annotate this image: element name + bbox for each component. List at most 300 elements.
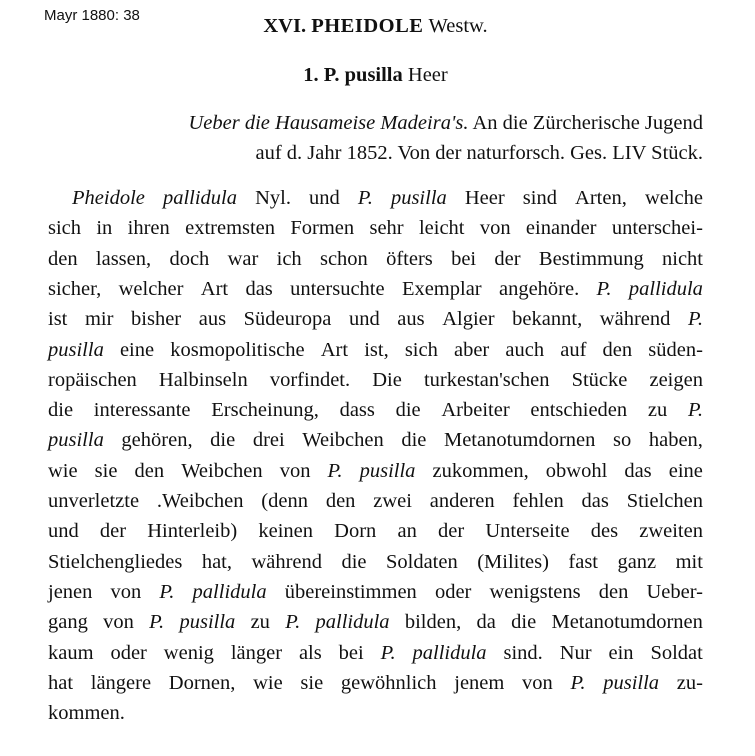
text: leicht (418, 217, 465, 240)
text: die (341, 550, 367, 573)
body-word (386, 247, 433, 271)
body-line (48, 338, 703, 362)
text: das (624, 459, 652, 482)
text: mit (675, 550, 703, 573)
body-word (181, 459, 262, 483)
body-word (48, 338, 104, 362)
text: wie (253, 671, 283, 694)
body-word (121, 428, 192, 452)
body-word (645, 186, 703, 210)
body-line (48, 216, 703, 240)
body-line (48, 398, 703, 422)
text: auch (505, 338, 545, 361)
text: Metanotumdornen (443, 429, 596, 452)
text: ganz (617, 550, 657, 573)
text: zeigen (649, 368, 703, 391)
body-word (424, 368, 550, 392)
text: eine (119, 338, 155, 361)
body-word (48, 247, 78, 271)
text: des (590, 520, 619, 543)
body-word (261, 489, 308, 513)
text: ropäischen (48, 368, 137, 391)
text: eine (668, 459, 703, 482)
text: ist (48, 308, 68, 331)
body-word (499, 277, 579, 301)
italic-text: P. (159, 580, 175, 603)
body-word (103, 610, 134, 634)
body-word (316, 610, 390, 634)
text: sind (522, 187, 557, 209)
body-word (646, 580, 703, 604)
body-word (245, 277, 272, 301)
body-word (546, 459, 608, 483)
text: Bestimmung (538, 247, 644, 270)
italic-text: P. (687, 308, 703, 331)
body-word (451, 247, 476, 271)
body-word (600, 307, 671, 331)
body-word (369, 216, 403, 240)
text: gehören, (121, 429, 193, 452)
text: unverletzte (48, 490, 140, 512)
body-word (624, 459, 651, 483)
body-word (530, 398, 627, 422)
body-line (48, 519, 703, 543)
text: von (522, 671, 553, 694)
text: gewöhnlich (340, 671, 437, 694)
body-word (131, 307, 181, 331)
body-word (575, 186, 627, 210)
body-word (285, 610, 300, 634)
body-word (465, 186, 505, 210)
text: wie (48, 459, 78, 482)
text: wenigstens (489, 580, 581, 603)
text: drei (252, 429, 285, 452)
italic-text: pusilla (359, 459, 416, 482)
italic-text: P. (149, 611, 165, 634)
text: sind. (503, 641, 543, 664)
body-word (649, 368, 703, 392)
text: die (48, 399, 74, 422)
body-word (280, 459, 311, 483)
text: untersuchte (290, 277, 385, 300)
genus-name: PHEIDOLE (311, 15, 424, 37)
italic-text: pallidula (315, 611, 390, 634)
text: sicher, (48, 277, 102, 300)
body-word (438, 519, 464, 543)
body-line (48, 428, 703, 452)
body-word (164, 641, 214, 665)
body-word (650, 641, 702, 665)
italic-text: P. (380, 641, 396, 664)
text: angehöre. (498, 277, 580, 300)
text: kosmopolitische (170, 338, 305, 361)
body-word (511, 610, 536, 634)
text: und (348, 308, 380, 331)
body-line (48, 671, 703, 695)
body-word (568, 550, 598, 574)
text: Stücke (571, 368, 628, 391)
body-word (48, 428, 104, 452)
text: hat (48, 671, 74, 694)
text: welche (644, 187, 703, 209)
text: Unterseite (485, 520, 570, 543)
text: doch (169, 247, 210, 270)
italic-text: pallidula (162, 187, 237, 209)
text: zweiten (639, 520, 703, 543)
text: (Milites) (477, 550, 549, 573)
body-word (48, 610, 88, 634)
body-word (503, 641, 542, 665)
body-word (603, 338, 633, 362)
text: Heer (464, 187, 505, 209)
body-word (170, 338, 304, 362)
body-word (285, 580, 417, 604)
italic-text: pusilla (48, 429, 104, 452)
text: obwohl (545, 459, 608, 482)
body-word (490, 580, 581, 604)
body-word (648, 398, 667, 422)
text: .Weibchen (156, 490, 244, 512)
body-word (169, 671, 236, 695)
body-word (185, 216, 275, 240)
italic-text: pusilla (179, 611, 236, 634)
text: dass (339, 399, 375, 422)
reference-label: Mayr 1880: 38 (44, 7, 140, 24)
body-word (48, 216, 81, 240)
body-word (255, 186, 291, 210)
text: von (479, 217, 511, 240)
text: und (48, 520, 79, 543)
text: sich (404, 338, 438, 361)
body-word (120, 338, 154, 362)
body-word (48, 671, 73, 695)
text: Nyl. (255, 187, 291, 209)
text: Hinterleib) (147, 520, 238, 543)
text: die (395, 399, 421, 422)
text: keinen (258, 520, 314, 543)
text: den (48, 247, 78, 270)
body-word (95, 459, 118, 483)
body-word (526, 216, 597, 240)
body-word (688, 307, 703, 331)
text: zu- (676, 671, 703, 694)
text: Weibchen (181, 459, 263, 482)
body-word (608, 641, 633, 665)
body-word (202, 550, 232, 574)
genus-heading (48, 14, 703, 38)
body-word (648, 338, 703, 362)
species-author: Heer (407, 64, 448, 86)
text: das (245, 277, 273, 300)
body-word (372, 368, 402, 392)
text: jenem (454, 671, 505, 694)
text: von (110, 580, 142, 603)
body-word (419, 216, 465, 240)
body-word (157, 489, 244, 513)
body-line (48, 307, 703, 331)
text: Halbinseln (158, 368, 248, 391)
text: so (613, 429, 632, 452)
text: die (511, 611, 537, 634)
text: Arten, (575, 187, 627, 209)
body-word (253, 671, 283, 695)
text: sie (300, 671, 324, 694)
citation-rest: An die Zürcherische Jugend (472, 112, 703, 134)
text: Dornen, (168, 671, 236, 694)
body-word (147, 519, 237, 543)
text: das (581, 490, 609, 512)
body-word (211, 398, 319, 422)
text: öfters (386, 247, 433, 270)
text: ich (276, 247, 302, 270)
body-word (560, 641, 592, 665)
text: sich (48, 217, 82, 240)
text: ist, (364, 338, 389, 361)
body-word (591, 519, 618, 543)
text: entschieden (530, 399, 628, 422)
body-word (512, 489, 563, 513)
body-line (48, 641, 703, 665)
italic-text: pallidula (412, 641, 487, 664)
text: kaum (48, 641, 94, 664)
text: Formen (290, 217, 355, 240)
text: zwei (373, 490, 412, 512)
body-word (360, 459, 416, 483)
text: aus (397, 308, 425, 331)
body-word (341, 550, 366, 574)
species-name: P. pusilla (323, 64, 403, 86)
body-word (111, 580, 142, 604)
body-word (551, 610, 702, 634)
text: welcher (118, 277, 184, 300)
text: und (309, 187, 340, 209)
text: der (437, 520, 465, 543)
text: zu (250, 611, 270, 634)
text: vorfindet. (269, 368, 351, 391)
text: (denn (261, 490, 308, 512)
text: bekannt, (512, 308, 583, 331)
body-word (201, 277, 228, 301)
body-word (149, 610, 164, 634)
body-word (442, 307, 494, 331)
body-word (572, 368, 628, 392)
italic-text: P. (285, 611, 301, 634)
body-word (432, 459, 528, 483)
body-word (402, 277, 482, 301)
text: oder (110, 641, 147, 664)
body-word (397, 519, 416, 543)
text: übereinstimmen (284, 580, 417, 603)
body-word (612, 216, 703, 240)
body-word (582, 489, 609, 513)
body-word (96, 247, 151, 271)
body-word (258, 519, 313, 543)
body-word (677, 671, 703, 695)
text: während (251, 550, 323, 573)
text: bei (338, 641, 364, 664)
body-line (48, 580, 703, 604)
text: extremsten (185, 217, 276, 240)
body-word (270, 368, 350, 392)
text: wenig (163, 641, 214, 664)
body-word (334, 519, 376, 543)
body-word (321, 338, 348, 362)
text: aus (198, 308, 227, 331)
text: gang (48, 611, 88, 634)
text: unterschei- (611, 217, 703, 240)
body-word (627, 489, 703, 513)
body-word (302, 428, 383, 452)
text: Weibchen (302, 429, 384, 452)
text: ein (608, 641, 634, 664)
text: Ueber- (646, 580, 703, 603)
italic-text: P. (327, 459, 343, 482)
text: zukommen, (432, 459, 529, 482)
text: oder (434, 580, 472, 603)
body-word (96, 216, 112, 240)
text: mir (84, 308, 114, 331)
text: während (599, 308, 671, 331)
body-word (441, 398, 509, 422)
body-word (523, 186, 557, 210)
body-word (290, 216, 354, 240)
text: lassen, (95, 247, 152, 270)
italic-text: pusilla (48, 338, 104, 361)
text: Nur (559, 641, 592, 664)
text: in (96, 217, 113, 240)
text: Metanotumdornen (551, 611, 703, 634)
text: turkestan'schen (423, 368, 550, 391)
text: bei (451, 247, 477, 270)
text: Art (200, 277, 229, 300)
text: Arbeiter (441, 399, 510, 422)
italic-text: pusilla (603, 671, 660, 694)
body-word (454, 671, 504, 695)
text: Algier (442, 308, 495, 331)
body-word (373, 489, 412, 513)
body-word (401, 428, 426, 452)
body-word (599, 580, 629, 604)
body-word (94, 398, 191, 422)
italic-text: pallidula (628, 277, 703, 300)
text: auf (560, 338, 587, 361)
body-word (571, 671, 586, 695)
body-line (48, 247, 703, 271)
text: der (99, 520, 127, 543)
body-word (290, 277, 385, 301)
body-word (358, 186, 373, 210)
text: schon (319, 247, 368, 270)
text: aber (453, 338, 490, 361)
body-word (597, 277, 612, 301)
species-heading (48, 63, 703, 87)
body-word (48, 459, 78, 483)
text: Die (372, 368, 402, 391)
text: jenen (48, 580, 93, 603)
body-word (603, 671, 659, 695)
text: anderen (429, 490, 495, 512)
text: die (401, 429, 427, 452)
body-word (326, 489, 356, 513)
body-line (72, 186, 703, 210)
body-word (128, 216, 170, 240)
body-word (48, 307, 67, 331)
body-word (386, 550, 458, 574)
body-word (364, 338, 389, 362)
text: sie (94, 459, 118, 482)
body-word (477, 550, 549, 574)
text: hat, (201, 550, 232, 573)
italic-text: P. (357, 187, 373, 209)
text: den (325, 490, 356, 512)
body-line (48, 550, 703, 574)
body-word (72, 186, 145, 210)
body-word (244, 307, 332, 331)
italic-text: pallidula (192, 580, 267, 603)
body-word (48, 398, 73, 422)
body-word (341, 671, 437, 695)
body-word (163, 186, 237, 210)
text: von (103, 611, 134, 634)
species-number: 1. (303, 64, 319, 86)
text: Dorn (334, 520, 377, 543)
body-word (339, 641, 364, 665)
body-word (560, 338, 586, 362)
body-word (159, 368, 248, 392)
body-word (231, 641, 282, 665)
body-word (444, 428, 595, 452)
body-word (210, 428, 235, 452)
text: als (298, 641, 322, 664)
body-word (193, 580, 267, 604)
text: fast (568, 550, 598, 573)
body-word (405, 338, 438, 362)
italic-text: P. (687, 399, 703, 422)
text: nicht (662, 247, 703, 270)
text: den (134, 459, 165, 482)
text: Soldaten (385, 550, 458, 573)
italic-text: Pheidole (72, 187, 145, 209)
body-word (48, 702, 125, 724)
body-word (676, 550, 703, 574)
italic-text: pusilla (390, 187, 447, 209)
text: süden- (648, 338, 703, 361)
text: ihren (127, 217, 170, 240)
body-word (251, 550, 322, 574)
text: haben, (648, 429, 703, 452)
body-word (381, 641, 396, 665)
text: längere (90, 671, 152, 694)
text: den (602, 338, 633, 361)
body-word (100, 519, 126, 543)
body-line (48, 701, 703, 725)
text: den (598, 580, 629, 603)
genus-numeral: XVI. (263, 15, 307, 37)
text: da (476, 611, 496, 634)
body-word (48, 550, 182, 574)
body-word (494, 247, 520, 271)
body-word (48, 519, 79, 543)
body-word (480, 216, 511, 240)
text: Stielchen (626, 490, 703, 512)
body-word (505, 338, 544, 362)
text: Stielchengliedes (48, 550, 183, 573)
body-word (539, 247, 644, 271)
body-word (179, 610, 235, 634)
citation-line-2: auf d. Jahr 1852. Von der naturforsch. Ges. LIV Stück. (255, 142, 703, 164)
body-word (613, 428, 631, 452)
text: Exemplar (401, 277, 482, 300)
